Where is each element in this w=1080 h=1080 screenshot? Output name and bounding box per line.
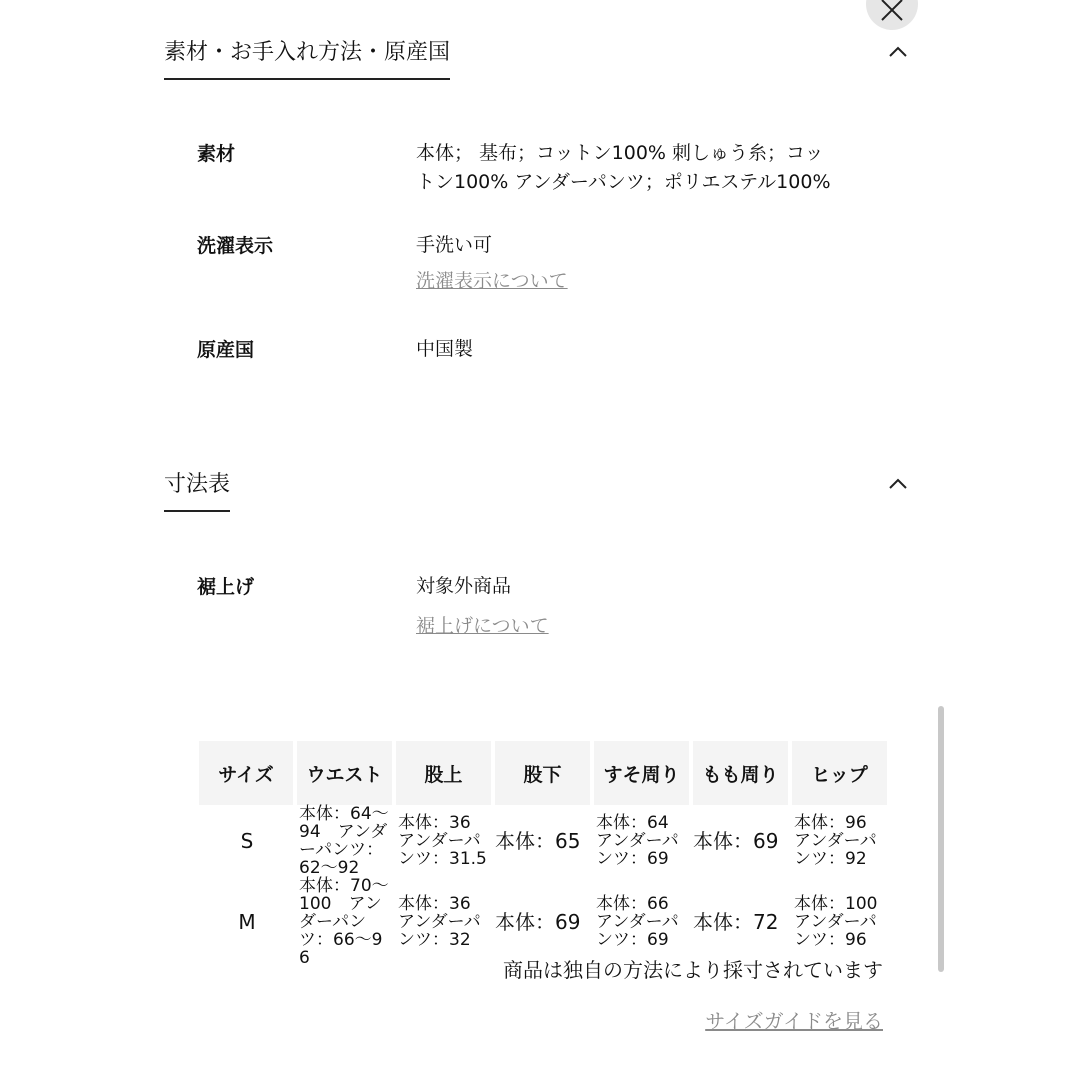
size-chart-header[interactable] bbox=[164, 470, 916, 518]
waist-cell: 本体：70〜100 アンダーパンツ：66〜96 bbox=[299, 876, 389, 968]
washing-label: 洗濯表示 bbox=[197, 235, 274, 257]
hem-width-cell: 本体：66 アンダーパンツ：69 bbox=[596, 894, 686, 950]
close-icon bbox=[880, 0, 904, 22]
material-label: 素材 bbox=[197, 143, 236, 165]
hem-label: 裾上げ bbox=[197, 576, 255, 598]
close-button[interactable] bbox=[866, 0, 918, 30]
header-thigh: もも周り bbox=[693, 741, 788, 805]
washing-value: 手洗い可 bbox=[416, 234, 493, 256]
measurement-note: 商品は独自の方法により採寸されています bbox=[503, 958, 883, 982]
hip-cell: 本体：96 アンダーパンツ：92 bbox=[794, 813, 884, 869]
hip-cell: 本体：100 アンダーパンツ：96 bbox=[794, 894, 895, 950]
size-cell: S bbox=[240, 829, 254, 853]
header-inseam: 股下 bbox=[495, 741, 590, 805]
size-table-header-row bbox=[199, 741, 887, 805]
material-care-origin-header[interactable] bbox=[164, 38, 916, 86]
scrollbar[interactable] bbox=[938, 706, 944, 972]
washing-info-link[interactable]: 洗濯表示について bbox=[416, 270, 568, 292]
header-hip: ヒップ bbox=[792, 741, 887, 805]
rise-cell: 本体：36 アンダーパンツ：32 bbox=[398, 894, 488, 950]
material-value bbox=[416, 139, 886, 197]
hem-info-link[interactable]: 裾上げについて bbox=[416, 615, 549, 637]
header-hem-width: すそ周り bbox=[594, 741, 689, 805]
material-care-origin-title: 素材・お手入れ方法・原産国 bbox=[164, 38, 450, 80]
material-value-line1: 本体； 基布；コットン100% 刺しゅう糸；コッ bbox=[416, 142, 824, 164]
inseam-cell: 本体：65 bbox=[495, 829, 581, 853]
header-rise: 股上 bbox=[396, 741, 491, 805]
table-row bbox=[199, 877, 887, 967]
origin-value: 中国製 bbox=[416, 338, 474, 360]
header-size: サイズ bbox=[199, 741, 293, 805]
chevron-up-icon bbox=[888, 44, 908, 58]
header-waist: ウエスト bbox=[297, 741, 392, 805]
size-table bbox=[195, 741, 895, 968]
size-chart-title: 寸法表 bbox=[164, 470, 230, 512]
hem-value: 対象外商品 bbox=[416, 575, 512, 597]
waist-cell: 本体：64〜94 アンダーパンツ：62〜92 bbox=[299, 804, 389, 878]
hem-width-cell: 本体：64 アンダーパンツ：69 bbox=[596, 813, 686, 869]
material-value-line2: トン100% アンダーパンツ；ポリエステル100% bbox=[416, 171, 831, 193]
table-row bbox=[199, 805, 887, 877]
rise-cell: 本体：36 アンダーパンツ：31.5 bbox=[398, 813, 488, 869]
chevron-up-icon bbox=[888, 476, 908, 490]
size-cell: M bbox=[238, 910, 256, 934]
thigh-cell: 本体：69 bbox=[693, 829, 779, 853]
inseam-cell: 本体：69 bbox=[495, 910, 581, 934]
origin-label: 原産国 bbox=[197, 339, 255, 361]
size-guide-link[interactable]: サイズガイドを見る bbox=[705, 1009, 883, 1033]
thigh-cell: 本体：72 bbox=[693, 910, 779, 934]
